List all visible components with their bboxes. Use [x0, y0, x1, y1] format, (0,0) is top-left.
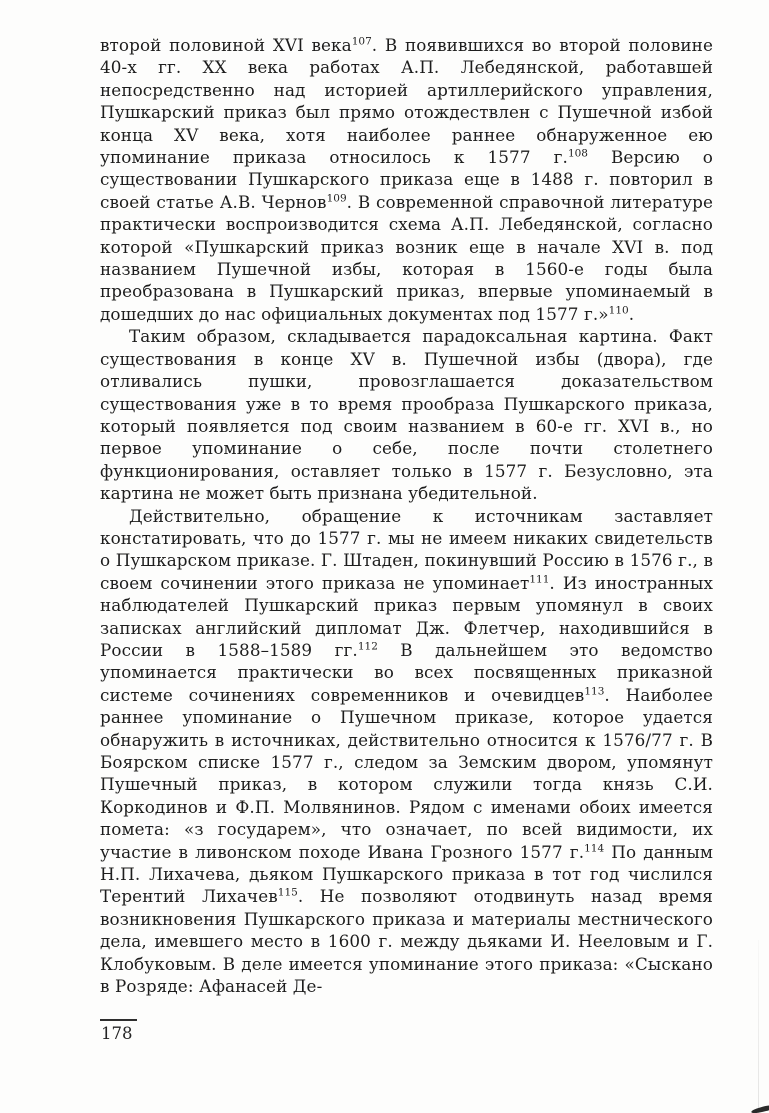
footnote-reference: 111 — [529, 573, 550, 586]
paragraph: Таким образом, складывается парадоксальная картина. Факт существования в конце XV в. Пушечной избы (двора), где отливались пушки, провозглашается доказательством существования уже в то время прообраза Пушкарского приказа, который появляется под своим названием в 60-е гг. XVI в., но первое упоминание о себе, после почти столетнего функционирования, оставляет только в 1577 г. Безусловно, эта картина не может быть признана убедительной. — [100, 326, 713, 504]
footnote-reference: 115 — [277, 886, 298, 899]
scan-corner-mark — [751, 1104, 769, 1113]
footnote-reference: 109 — [326, 192, 347, 205]
footnote-reference: 110 — [608, 304, 629, 317]
page-number: 178 — [100, 1019, 137, 1043]
page-text — [100, 34, 713, 997]
paragraph: Действительно, обращение к источникам заставляет констатировать, что до 1577 г. мы не имеем никаких свидетельств о Пушкарском приказе. Г. Штаден, покинувший Россию в 1576 г., в своем сочинении этого приказа не упоминает$^{111}$. Из иностранных наблюдателей Пушкарский приказ первым упомянул в своих записках английский дипломат Дж. Флетчер, находившийся в России в 1588–1589 гг.$^{112}$ В дальнейшем это ведомство упоминается практически во всех посвященных приказной системе сочинениях современников и очевидцев$^{113}$. Наиболее раннее упоминание о Пушечном приказе, которое удается обнаружить в источниках, действительно относится к 1576/77 г. В Боярском списке 1577 г., следом за Земским двором, упомянут Пушечный приказ, в котором служили тогда князь С.И. Коркодинов и Ф.П. Молвянинов. Рядом с именами обоих имеется помета: «з государем», что означает, по всей видимости, их участие в ливонском походе Ивана Грозного 1577 г.$^{114}$ По данным Н.П. Лихачева, дьяком Пушкарского приказа в тот год числился Терентий Лихачев$^{115}$. Не позволяют отодвинуть назад время возникновения Пушкарского приказа и материалы местнического дела, имевшего место в 1600 г. между дьяками И. Нееловым и Г. Клобуковым. В деле имеется упоминание этого приказа: «Сыскано в Розряде: Афанасей Де- — [100, 505, 714, 997]
footnote-reference: 113 — [584, 685, 605, 698]
paragraph: второй половиной XVI века$^{107}$. В появившихся во второй половине 40-х гг. XX века работах А.П. Лебедянской, работавшей непосредственно над историей артиллерийского управления, Пушкарский приказ был прямо отождествлен с Пушечной избой конца XV века, хотя наиболее раннее обнаруженное ею упоминание приказа относилось к 1577 г.$^{108}$ Версию о существовании Пушкарского приказа еще в 1488 г. повторил в своей статье А.В. Чернов$^{109}$. В современной справочной литературе практически воспроизводится схема А.П. Лебедянской, согласно которой «Пушкарский приказ возник еще в начале XVI в. под названием Пушечной избы, которая в 1560-е годы была преобразована в Пушкарский приказ, впервые упоминаемый в дошедших до нас официальных документах под 1577 г.»$^{110}$. — [100, 35, 713, 324]
footnote-reference: 114 — [584, 842, 605, 855]
scan-edge-shadow — [758, 940, 759, 1113]
footnote-reference: 112 — [357, 640, 378, 653]
footnote-reference: 108 — [567, 147, 588, 160]
page-footer — [100, 1019, 137, 1043]
footnote-reference: 107 — [351, 35, 372, 48]
